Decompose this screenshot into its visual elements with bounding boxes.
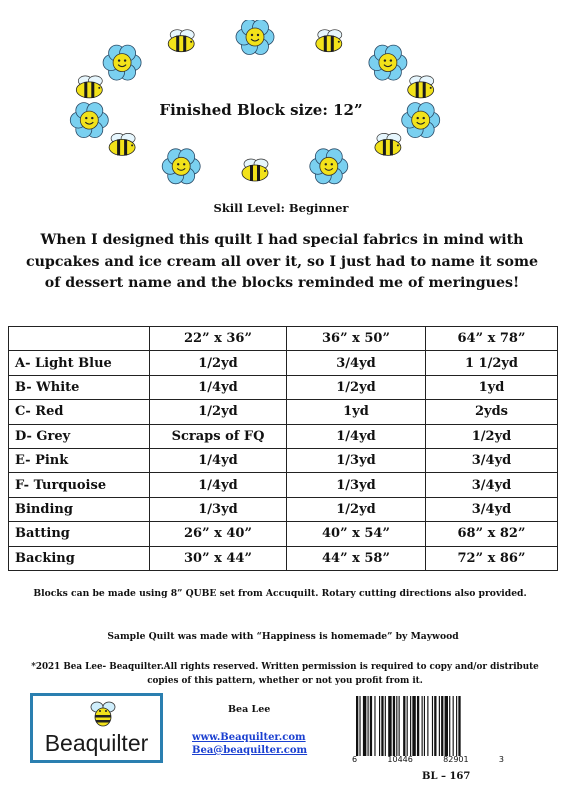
author-name: Bea Lee [228,704,271,715]
barcode-bar [449,696,450,756]
table-cell: 1/3yd [287,448,426,472]
bee-icon [88,698,118,728]
finished-block-size-heading: Finished Block size: 12” [159,101,363,119]
table-row [9,424,558,448]
table-row [9,546,558,570]
table-header-blank [9,327,150,351]
sample-quilt-note: Sample Quilt was made with “Happiness is homemade” by Maywood [107,631,459,642]
table-row [9,400,558,424]
barcode-bar [403,696,405,756]
barcode-bar [407,696,408,756]
table-header-size-large: 64” x 78” [426,327,558,351]
barcode-bar [399,696,400,756]
table-cell: 1/2yd [287,375,426,399]
pattern-code: BL – 167 [422,771,471,782]
table-cell: 3/4yd [287,351,426,375]
table-header-size-small: 22” x 36” [150,327,287,351]
bee-flower-icon [242,159,268,181]
barcode-bar [456,696,457,756]
table-row [9,375,558,399]
table-cell: 1/2yd [426,424,558,448]
table-cell: 1/4yd [150,473,287,497]
row-label: Binding [9,497,150,521]
table-cell: 1/4yd [287,424,426,448]
table-row [9,522,558,546]
barcode-bar [356,696,358,756]
table-cell: 1/3yd [287,473,426,497]
email-link[interactable]: Bea@beaquilter.com [192,745,308,756]
table-cell: 3/4yd [426,473,558,497]
barcode-digit-group: 3 [498,755,504,764]
bee-flower-icon [103,45,141,80]
barcode-bar [458,696,460,756]
blocks-note: Blocks can be made using 8” QUBE set from Accuquilt. Rotary cutting directions also provided. [33,588,527,599]
barcode-bar [412,696,415,756]
copyright-notice: *2021 Bea Lee- Beaquilter.All rights reserved. Written permission is required to copy and/or distribute copies of this pattern, whether or not you profit from it. [31,662,539,686]
table-row [9,448,558,472]
table-cell: 1yd [287,400,426,424]
barcode-bar [359,696,360,756]
table-cell: 3/4yd [426,448,558,472]
table-cell: 1/3yd [150,497,287,521]
table-row [9,497,558,521]
barcode-bar [379,696,380,756]
table-cell: 44” x 58” [287,546,426,570]
table-cell: 26” x 40” [150,522,287,546]
bee-flower-icon [369,45,407,80]
table-cell: 72” x 86” [426,546,558,570]
row-label: Backing [9,546,150,570]
barcode [352,693,504,761]
barcode-bar [424,696,425,756]
bee-flower-icon [168,30,194,52]
fabric-requirements-table [8,326,558,571]
table-cell: 40” x 54” [287,522,426,546]
row-label: C- Red [9,400,150,424]
table-cell: 3/4yd [426,497,558,521]
beaquilter-logo [30,693,163,763]
row-label: B- White [9,375,150,399]
barcode-bar [422,696,423,756]
barcode-digit-group: 6 [352,755,358,764]
barcode-digit-group: 82901 [443,755,469,764]
barcode-digit-group: 10446 [387,755,413,764]
table-cell: 30” x 44” [150,546,287,570]
logo-text: Beaquilter [44,730,149,756]
table-cell: 1yd [426,375,558,399]
barcode-bar [445,696,448,756]
contact-links [192,731,307,757]
table-cell: 1/2yd [150,351,287,375]
barcode-bar [441,696,443,756]
barcode-bar [439,696,440,756]
barcode-bar [410,696,411,756]
table-cell: 1/4yd [150,448,287,472]
bee-flower-icon [310,149,348,184]
barcode-bar [370,696,372,756]
row-label: E- Pink [9,448,150,472]
barcode-bar [417,696,419,756]
row-label: D- Grey [9,424,150,448]
barcode-digits [352,755,504,764]
pattern-description: When I designed this quilt I had special fabrics in mind with cupcakes and ice cream all over it, so I just had to name it some of dessert name and the blocks reminded me of meringues! [25,232,539,291]
table-cell: 1/2yd [150,400,287,424]
table-cell: 68” x 82” [426,522,558,546]
barcode-bar [396,696,397,756]
barcode-bar [393,696,395,756]
barcode-bar [385,696,386,756]
barcode-bar [368,696,369,756]
bee-flower-icon [236,20,274,55]
table-cell: 1/4yd [150,375,287,399]
table-row [9,351,558,375]
row-label: A- Light Blue [9,351,150,375]
barcode-bar [434,696,436,756]
barcode-bar [388,696,391,756]
barcode-bar [374,696,375,756]
row-label: Batting [9,522,150,546]
bee-flower-icon [76,76,102,98]
table-cell: 1/2yd [287,497,426,521]
bee-flower-icon [408,76,434,98]
bee-flower-icon [316,30,342,52]
bee-flower-icon [162,149,200,184]
skill-level: Skill Level: Beginner [213,201,349,215]
row-label: F- Turquoise [9,473,150,497]
table-cell: 2yds [426,400,558,424]
website-link[interactable]: www.Beaquilter.com [192,732,306,743]
table-cell: 1 1/2yd [426,351,558,375]
barcode-bar [453,696,454,756]
bee-flower-icon [109,133,135,155]
table-row [9,473,558,497]
barcode-bar [432,696,433,756]
barcode-bar [427,696,428,756]
barcode-bar [363,696,366,756]
barcode-bar [381,696,383,756]
bee-flower-icon [375,133,401,155]
table-header-row [9,327,558,351]
table-header-size-medium: 36” x 50” [287,327,426,351]
table-cell: Scraps of FQ [150,424,287,448]
